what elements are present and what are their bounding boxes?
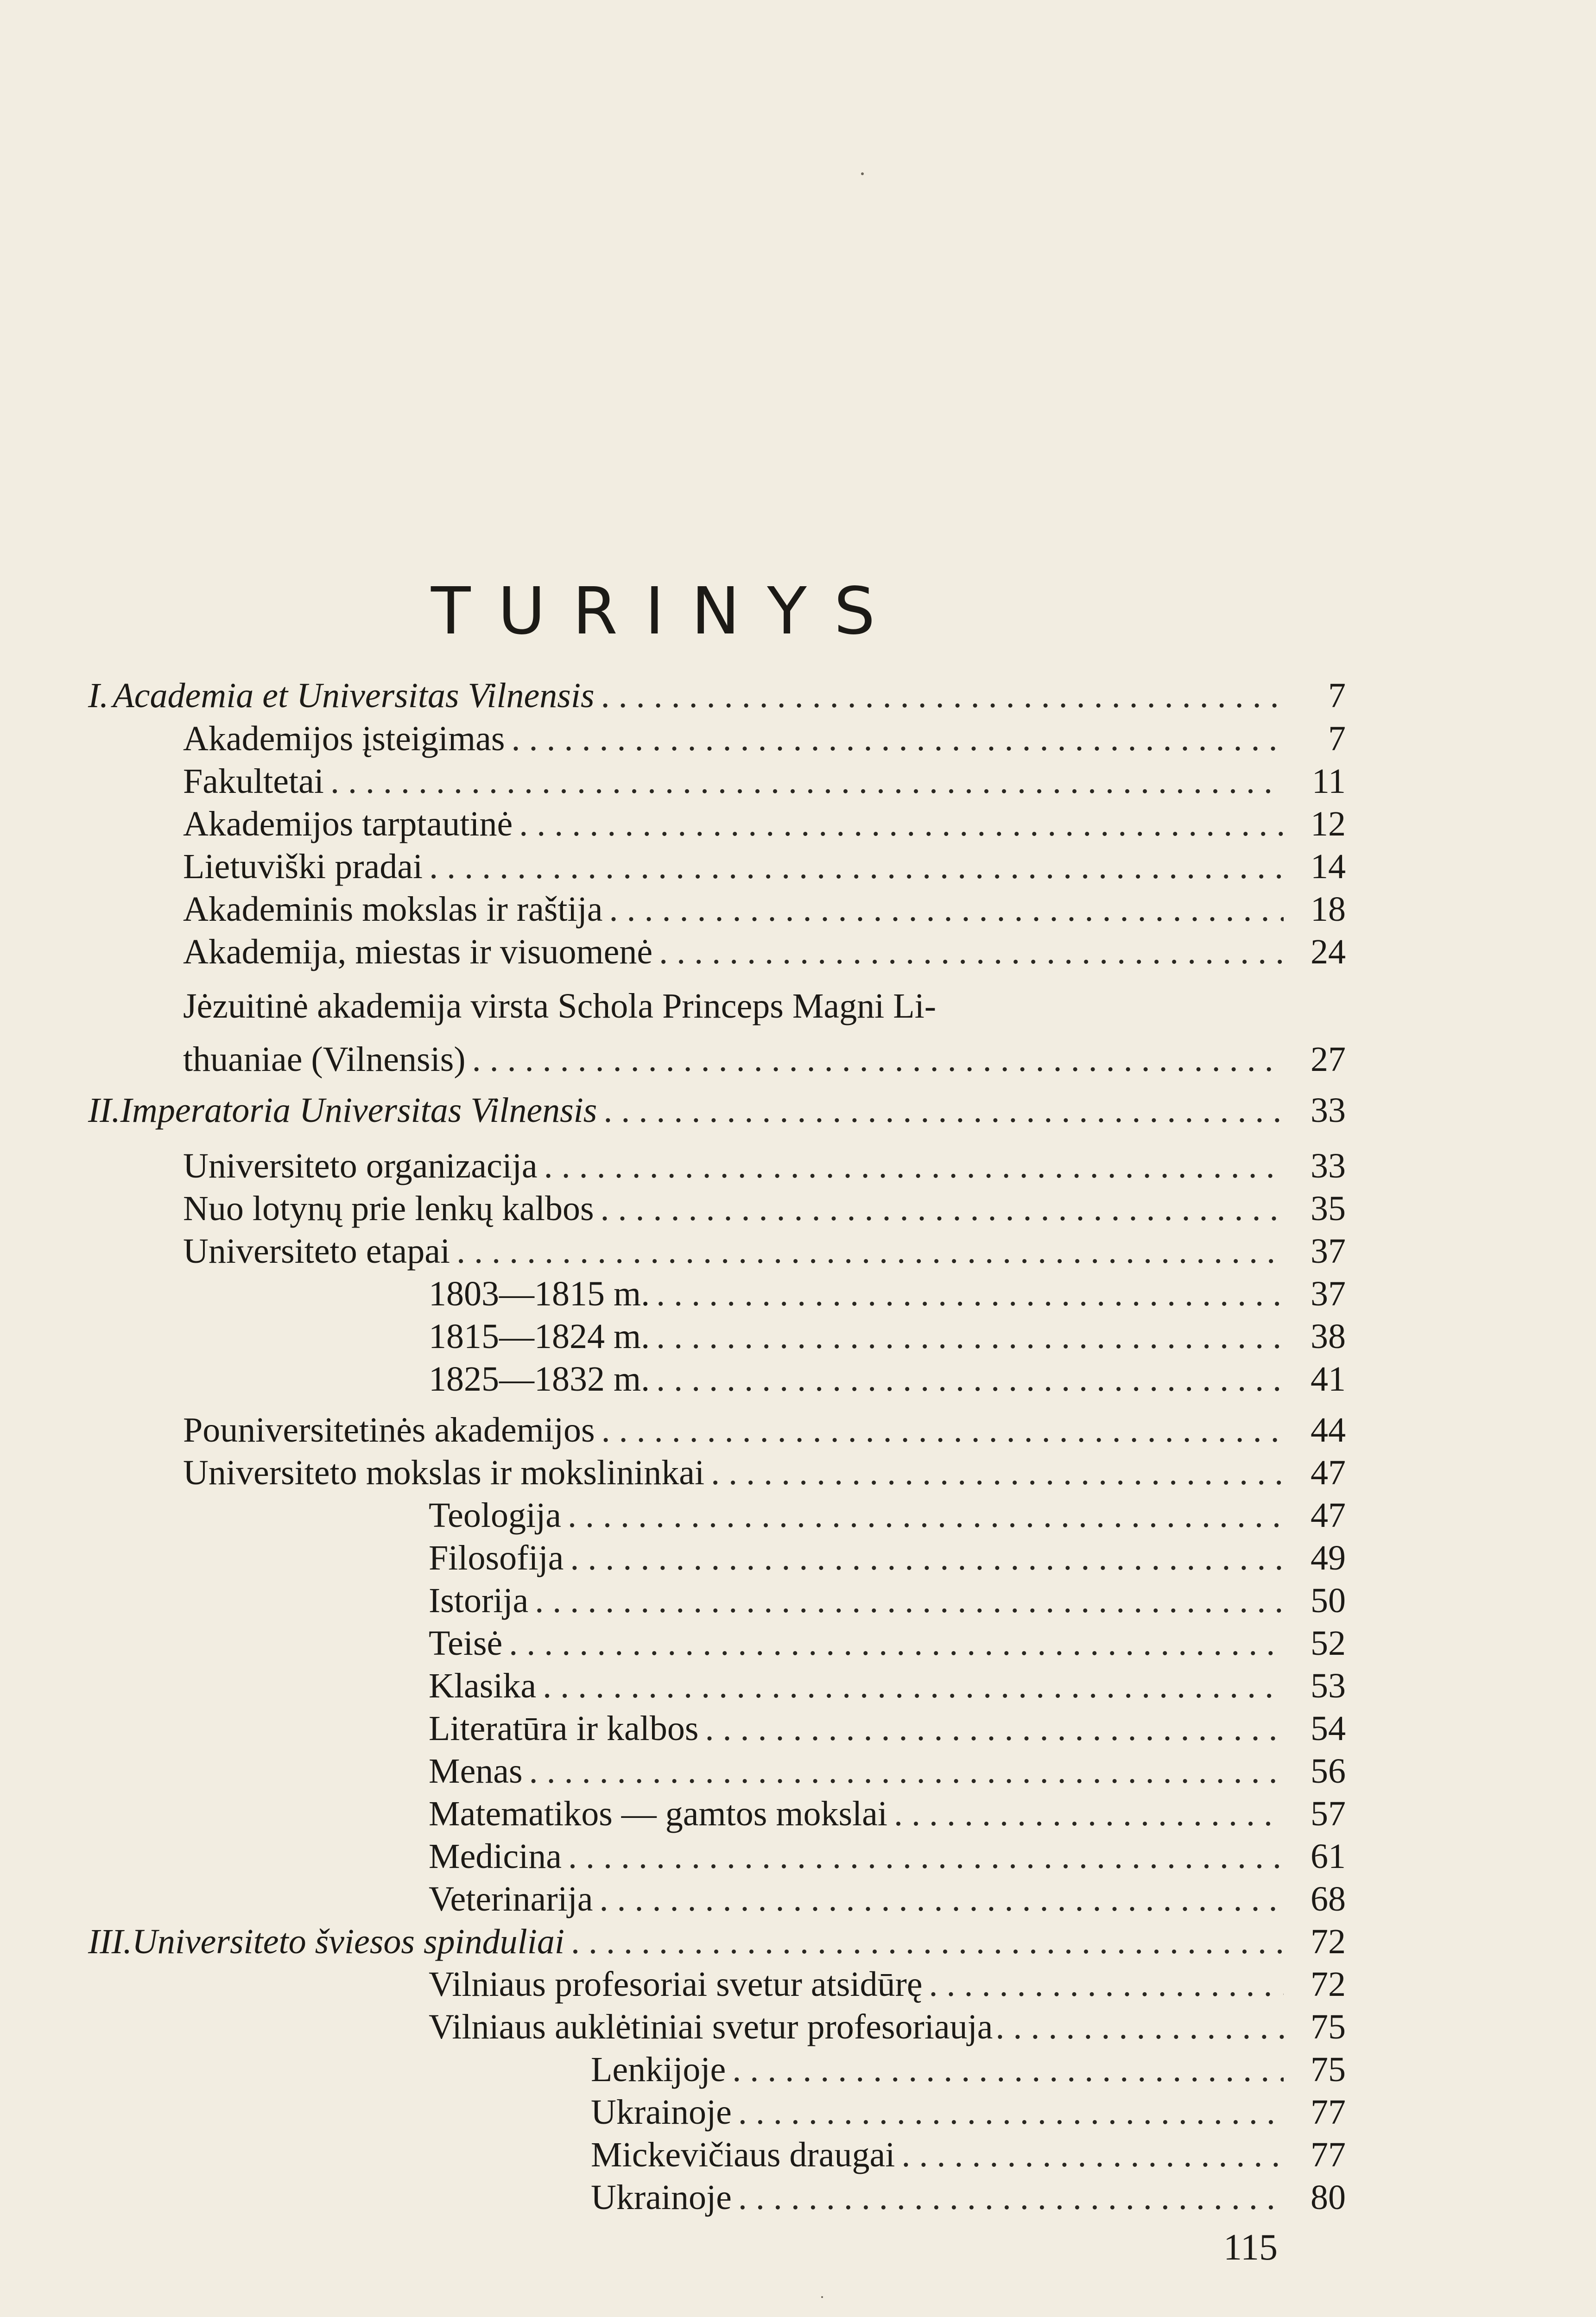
leader-dots — [995, 2006, 1287, 2048]
leader-dots — [511, 717, 1284, 760]
leader-dots — [738, 2091, 1284, 2133]
toc-subentry[interactable] — [429, 1707, 1346, 1750]
page-number: 24 — [1311, 932, 1346, 971]
section-numeral: III. — [88, 1922, 132, 1961]
page-number: 80 — [1311, 2178, 1346, 2217]
leader-dots — [929, 1963, 1284, 2006]
page-number: 77 — [1311, 2135, 1346, 2174]
toc-entry[interactable] — [183, 1145, 1346, 1187]
page-number: 12 — [1311, 804, 1346, 843]
page-number: 52 — [1311, 1624, 1346, 1663]
toc-subentry[interactable] — [429, 1315, 1346, 1358]
page-number: 61 — [1311, 1837, 1346, 1876]
section-title: Academia et Universitas Vilnensis — [113, 676, 595, 715]
page-number: 68 — [1311, 1880, 1346, 1918]
entry-text: Literatūra ir kalbos — [429, 1709, 699, 1748]
page-number: 47 — [1311, 1496, 1346, 1535]
toc-entry-line-1[interactable]: Jėzuitinė akademija virsta Schola Princeps Magni Li- — [183, 987, 937, 1026]
page-number: 14 — [1311, 847, 1346, 886]
entry-text: Lenkijoje — [591, 2050, 726, 2089]
entry-text: Teisė — [429, 1624, 503, 1663]
page-number: 7 — [1328, 676, 1346, 715]
toc-subsubentry[interactable] — [591, 2091, 1346, 2133]
entry-text: Akademijos įsteigimas — [183, 719, 505, 758]
entry-text: 1815—1824 m. — [429, 1317, 650, 1356]
entry-text: Ukrainoje — [591, 2178, 732, 2217]
toc-entry[interactable] — [183, 1187, 1346, 1230]
leader-dots — [529, 1750, 1284, 1792]
page-number: 75 — [1311, 2050, 1346, 2089]
toc-section-2[interactable] — [88, 1089, 1346, 1132]
toc-entry[interactable] — [183, 803, 1346, 845]
entry-text: 1825—1832 m. — [429, 1360, 650, 1399]
leader-dots — [609, 888, 1284, 931]
page-number: 37 — [1311, 1232, 1346, 1271]
toc-entry[interactable] — [183, 1230, 1346, 1272]
leader-dots — [456, 1230, 1284, 1272]
section-numeral: II. — [88, 1091, 120, 1130]
page-number: 47 — [1311, 1453, 1346, 1492]
leader-dots — [535, 1579, 1284, 1622]
toc-section-3[interactable] — [88, 1920, 1346, 1963]
page-title: TURINYS — [431, 574, 903, 649]
leader-dots — [544, 1145, 1284, 1187]
page-number: 50 — [1311, 1581, 1346, 1620]
entry-text: Universiteto mokslas ir mokslininkai — [183, 1453, 705, 1492]
entry-text: Universiteto etapai — [183, 1232, 450, 1271]
page-number: 54 — [1311, 1709, 1346, 1748]
page-number: 18 — [1311, 890, 1346, 929]
leader-dots — [330, 760, 1284, 803]
entry-text: Pouniversitetinės akademijos — [183, 1411, 595, 1450]
leader-dots — [732, 2048, 1284, 2091]
page-number: 56 — [1311, 1752, 1346, 1791]
page-number: 44 — [1311, 1411, 1346, 1450]
toc-subentry[interactable] — [429, 1665, 1346, 1707]
page-number: 53 — [1311, 1666, 1346, 1705]
entry-text: thuaniae (Vilnensis) — [183, 1040, 466, 1079]
leader-dots — [656, 1272, 1284, 1315]
leader-dots — [571, 1920, 1284, 1963]
toc-entry[interactable] — [183, 760, 1346, 803]
leader-dots — [894, 1792, 1284, 1835]
section-title: Imperatoria Universitas Vilnensis — [120, 1091, 597, 1130]
leader-dots — [656, 1358, 1284, 1400]
page-number: 57 — [1311, 1794, 1346, 1833]
page-number: 41 — [1311, 1360, 1346, 1399]
leader-dots — [568, 1494, 1284, 1537]
leader-dots — [568, 1835, 1284, 1878]
toc-subsubentry[interactable] — [591, 2176, 1346, 2219]
page-number: 33 — [1311, 1146, 1346, 1185]
page-folio-number: 115 — [1223, 2227, 1278, 2268]
entry-text: Medicina — [429, 1837, 562, 1876]
entry-text: Veterinarija — [429, 1880, 593, 1918]
leader-dots — [659, 931, 1284, 973]
entry-text: Teologija — [429, 1496, 561, 1535]
toc-subentry[interactable] — [429, 1358, 1346, 1400]
toc-subentry[interactable] — [429, 1835, 1346, 1878]
page-number: 35 — [1311, 1189, 1346, 1228]
leader-dots — [656, 1315, 1284, 1358]
toc-subentry[interactable] — [429, 1579, 1346, 1622]
leader-dots — [602, 1409, 1284, 1451]
page-number: 49 — [1311, 1538, 1346, 1577]
page-number: 72 — [1311, 1965, 1346, 2004]
toc-subentry[interactable] — [429, 1494, 1346, 1537]
section-title: Universiteto šviesos spinduliai — [132, 1922, 564, 1961]
toc-entry[interactable] — [183, 845, 1346, 888]
page-number: 75 — [1311, 2007, 1346, 2046]
toc-entry[interactable] — [183, 931, 1346, 973]
leader-dots — [603, 1089, 1284, 1132]
entry-text: Universiteto organizacija — [183, 1146, 538, 1185]
entry-text: Akademinis mokslas ir raštija — [183, 890, 603, 929]
leader-dots — [901, 2133, 1284, 2176]
leader-dots — [570, 1537, 1284, 1579]
entry-text: Filosofija — [429, 1538, 564, 1577]
toc-entry[interactable] — [183, 1409, 1346, 1451]
leader-dots — [599, 1878, 1284, 1920]
entry-text: Vilniaus profesoriai svetur atsidūrę — [429, 1965, 923, 2004]
entry-text: Klasika — [429, 1666, 537, 1705]
entry-text: Akademija, miestas ir visuomenė — [183, 932, 653, 971]
entry-text: Fakultetai — [183, 762, 324, 801]
leader-dots — [429, 845, 1284, 888]
toc-subentry[interactable] — [429, 1537, 1346, 1579]
leader-dots — [601, 1187, 1284, 1230]
entry-text: Istorija — [429, 1581, 529, 1620]
section-numeral: I. — [88, 676, 109, 715]
leader-dots — [601, 674, 1284, 717]
entry-text: 1803—1815 m. — [429, 1274, 650, 1313]
toc-subentry[interactable] — [429, 1272, 1346, 1315]
leader-dots — [472, 1038, 1284, 1081]
toc-subentry[interactable] — [429, 1963, 1346, 2006]
toc-entry[interactable] — [183, 1451, 1346, 1494]
toc-entry[interactable] — [183, 717, 1346, 760]
page-number: 72 — [1311, 1922, 1346, 1961]
leader-dots — [711, 1451, 1284, 1494]
toc-section-1[interactable] — [88, 674, 1346, 717]
toc-subentry[interactable] — [429, 1622, 1346, 1665]
entry-text: Menas — [429, 1752, 523, 1791]
toc-subentry[interactable] — [429, 1750, 1346, 1792]
toc-subentry[interactable] — [429, 2006, 1346, 2048]
page-number: 27 — [1311, 1040, 1346, 1079]
paper-speck — [861, 172, 864, 175]
paper-speck — [821, 2296, 823, 2298]
toc-subsubentry[interactable] — [591, 2133, 1346, 2176]
page-number: 77 — [1311, 2093, 1346, 2132]
leader-dots — [519, 803, 1284, 845]
toc-entry[interactable] — [183, 888, 1346, 931]
toc-subsubentry[interactable] — [591, 2048, 1346, 2091]
entry-text: Ukrainoje — [591, 2093, 732, 2132]
leader-dots — [738, 2176, 1284, 2219]
entry-text: Akademijos tarptautinė — [183, 804, 513, 843]
page-number: 37 — [1311, 1274, 1346, 1313]
leader-dots — [705, 1707, 1284, 1750]
entry-text: Nuo lotynų prie lenkų kalbos — [183, 1189, 594, 1228]
page-number: 33 — [1311, 1091, 1346, 1130]
page-number: 7 — [1328, 719, 1346, 758]
entry-text: Lietuviški pradai — [183, 847, 423, 886]
page-number: 38 — [1311, 1317, 1346, 1356]
leader-dots — [509, 1622, 1284, 1665]
entry-text: Mickevičiaus draugai — [591, 2135, 895, 2174]
toc-entry[interactable] — [183, 1038, 1346, 1081]
entry-text: Matematikos — gamtos mokslai — [429, 1794, 888, 1833]
toc-subentry[interactable] — [429, 1878, 1346, 1920]
toc-subentry[interactable] — [429, 1792, 1346, 1835]
page-number: 11 — [1311, 762, 1346, 801]
entry-text: Vilniaus auklėtiniai svetur profesoriauja — [429, 2007, 993, 2046]
leader-dots — [543, 1665, 1284, 1707]
